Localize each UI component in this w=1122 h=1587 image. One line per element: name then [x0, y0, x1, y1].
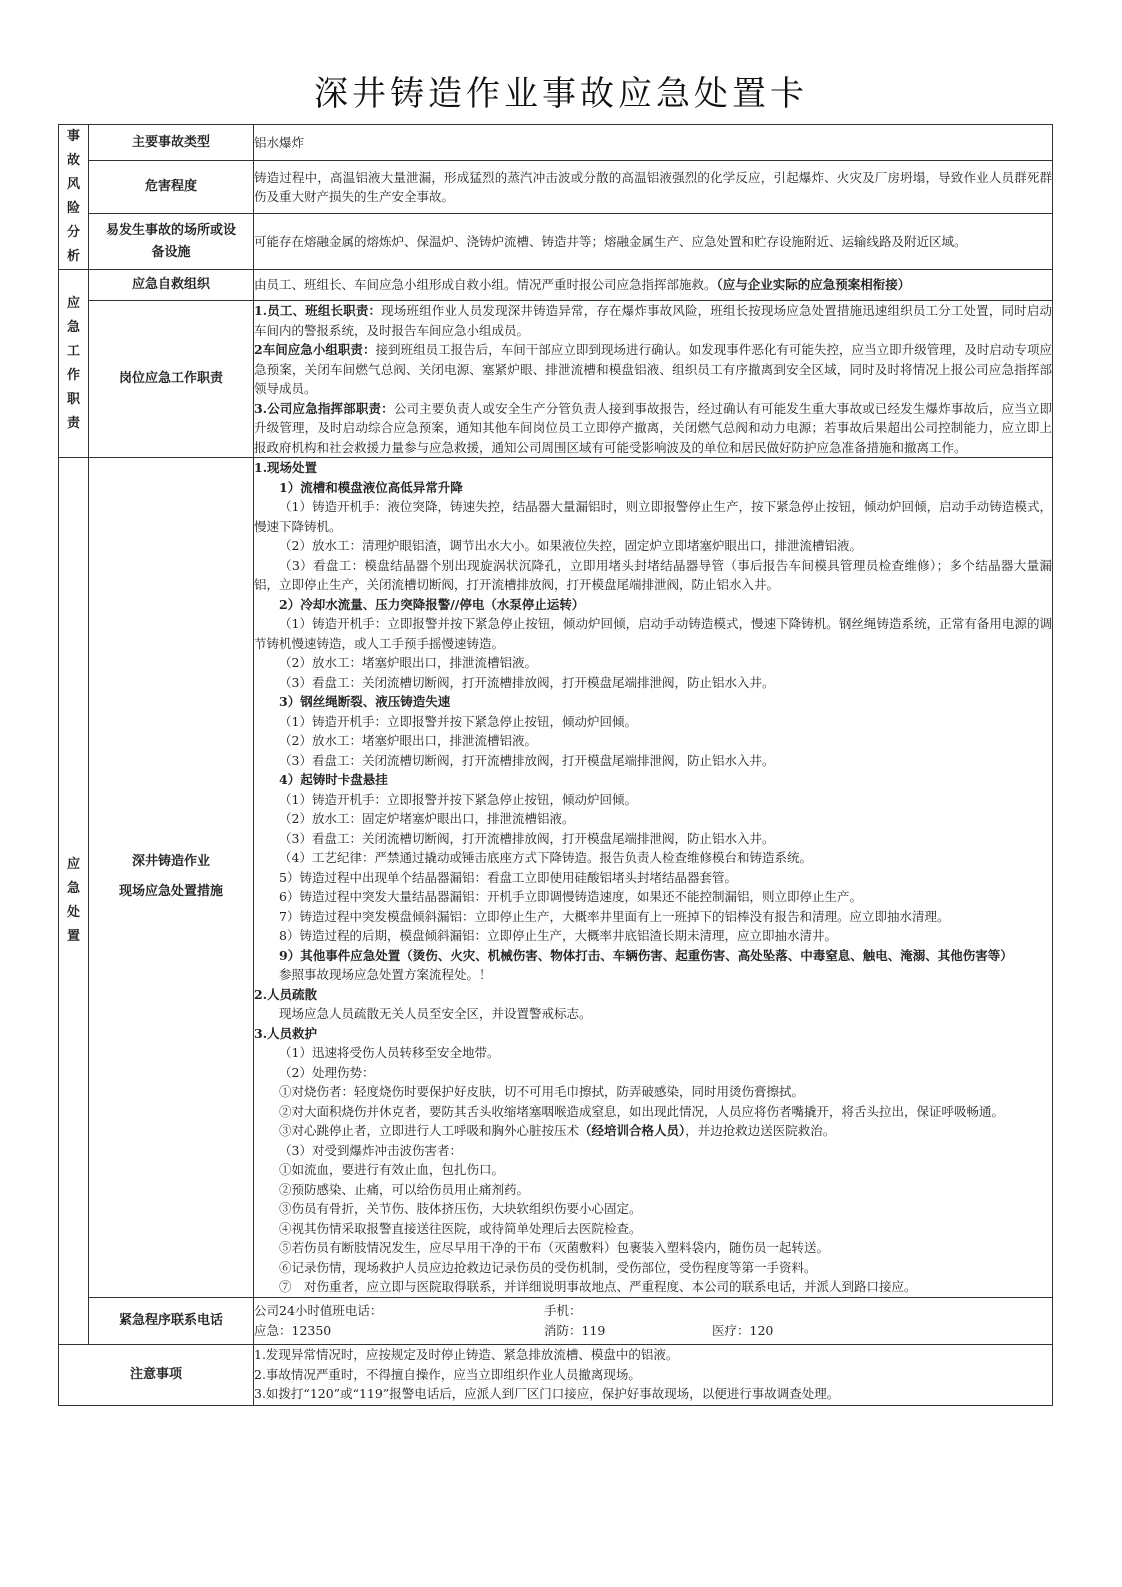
measure-item: （1）铸造开机手：立即报警并按下紧急停止按钮，倾动炉回倾。 — [279, 791, 637, 807]
measure-item: 6）铸造过程中突发大量结晶器漏铝：开机手立即调慢铸造速度，如果还不能控制漏铝，则立即停止生产。 — [279, 889, 862, 904]
measure-item: ①对烧伤者：轻度烧伤时要保护好皮肤，切不可用毛巾擦拭，防弄破感染，同时用烫伤膏擦拭。 — [279, 1084, 805, 1099]
measure-item: （3）看盘工：模盘结晶器个别出现旋涡状沉降孔，立即用堵头封堵结晶器导管（事后报告车间模具管理员检查维修）；多个结晶器大量漏铝，立即停止生产，关闭流槽切断阀，打开流槽排放阀，打开模盘尾端排泄阀，防止铝水入井。 — [254, 557, 1052, 592]
measure-item: ①如流血，要进行有效止血，包扎伤口。 — [279, 1162, 505, 1177]
measure-item: （1）铸造开机手：立即报警并按下紧急停止按钮，倾动炉回倾，启动手动铸造模式，慢速下降铸机。钢丝绳铸造系统，正常有备用电源的调节铸机慢速铸造，或人工手预手摇慢速铸造。 — [254, 616, 1052, 651]
duty-item: 1.员工、班组长职责：现场班组作业人员发现深井铸造异常，存在爆炸事故风险，班组长按现场应急处置措施迅速组织员工分工处置，同时启动车间内的警报系统，及时报告车间应急小组成员。 — [254, 303, 1052, 338]
subheading: 4）起铸时卡盘悬挂 — [279, 772, 388, 787]
page-title: 深井铸造作业事故应急处置卡 — [314, 74, 808, 114]
section-emergency-response: 应 急 处 置 — [59, 458, 89, 1345]
heading-first-aid: 3.人员救护 — [254, 1025, 318, 1041]
value-prone-locations: 可能存在熔融金属的熔炼炉、保温炉、浇铸炉流槽、铸造井等；熔融金属生产、应急处置和贮存设施附近、运输线路及附近区域。 — [254, 214, 1053, 270]
label-hazard-degree: 危害程度 — [89, 160, 254, 213]
measure-item: ③伤员有骨折，关节伤、肢体挤压伤，大块软组织伤要小心固定。 — [279, 1201, 642, 1216]
measure-item: （2）放水工：固定炉堵塞炉眼出口，排泄流槽铝液。 — [279, 811, 575, 826]
measure-item: 现场应急人员疏散无关人员至安全区，并设置警戒标志。 — [279, 1006, 592, 1021]
duty-row-post — [59, 301, 1053, 458]
heading-onsite: 1.现场处置 — [254, 460, 318, 475]
label-notes: 注意事项 — [59, 1344, 254, 1405]
label-accident-type: 主要事故类型 — [89, 125, 254, 161]
measure-item: ②预防感染、止痛，可以给伤员用止痛剂药。 — [279, 1181, 530, 1197]
risk-row-type — [59, 125, 1053, 161]
subheading: 1）流槽和模盘液位高低异常升降 — [279, 479, 463, 495]
measure-item: （1）铸造开机手：液位突降，铸速失控，结晶器大量漏铝时，则立即报警停止生产，按下紧急停止按钮，倾动炉回倾，启动手动铸造模式，慢速下降铸机。 — [254, 499, 1052, 534]
value-post-duties — [254, 301, 1053, 458]
value-accident-type: 铝水爆炸 — [254, 125, 1053, 161]
value-onsite-measures — [254, 458, 1053, 1298]
measure-item: （1）迅速将受伤人员转移至安全地带。 — [279, 1045, 500, 1060]
section-risk-analysis: 事 故 风 险 分 析 — [59, 125, 89, 270]
measure-item: 7）铸造过程中突发模盘倾斜漏铝：立即停止生产，大概率井里面有上一班掉下的铝棒没有报告和清理。应立即抽水清理。 — [279, 908, 950, 924]
measure-item: （2）放水工：清理炉眼铝渣，调节出水大小。如果液位失控，固定炉立即堵塞炉眼出口，排泄流槽铝液。 — [279, 538, 862, 553]
measure-item: （3）看盘工：关闭流槽切断阀，打开流槽排放阀，打开模盘尾端排泄阀，防止铝水入井。 — [279, 674, 775, 690]
measure-item: ⑦ 对伤重者，应立即与医院取得联系，并详细说明事故地点、严重程度、本公司的联系电话，并派人到路口接应。 — [279, 1279, 917, 1294]
emergency-card-table — [58, 124, 1053, 1406]
measure-item: （1）铸造开机手：立即报警并按下紧急停止按钮，倾动炉回倾。 — [279, 713, 637, 729]
measure-item: （3）对受到爆炸冲击波伤害者： — [279, 1142, 462, 1158]
value-self-rescue: 由员工、班组长、车间应急小组形成自救小组。情况严重时报公司应急指挥部施救。（应与企业实际的应急预案相衔接） — [254, 270, 1053, 301]
note-item: 2.事故情况严重时，不得擅自操作，应当立即组织作业人员撤离现场。 — [254, 1366, 641, 1382]
emergency-number: 应急：12350 — [254, 1322, 332, 1338]
risk-row-hazard — [59, 160, 1053, 213]
value-notes — [254, 1344, 1053, 1405]
measure-item: （3）看盘工：关闭流槽切断阀，打开流槽排放阀，打开模盘尾端排泄阀，防止铝水入井。 — [279, 830, 775, 846]
fire-number: 消防：119 — [544, 1322, 606, 1338]
notes-row — [59, 1344, 1053, 1405]
value-hazard-degree: 铸造过程中，高温铝液大量泄漏，形成猛烈的蒸汽冲击波或分散的高温铝液强烈的化学反应，引起爆炸、火灾及厂房坍塌，导致作业人员群死群伤及重大财产损失的生产安全事故。 — [254, 160, 1053, 213]
contact-line-1 — [254, 1301, 1052, 1321]
measure-item: （3）看盘工：关闭流槽切断阀，打开流槽排放阀，打开模盘尾端排泄阀，防止铝水入井。 — [279, 752, 775, 768]
duty-row-rescue — [59, 270, 1053, 301]
response-row-contact — [59, 1297, 1053, 1344]
measure-item: （2）放水工：堵塞炉眼出口，排泄流槽铝液。 — [279, 655, 537, 670]
label-post-duties: 岗位应急工作职责 — [89, 301, 254, 458]
subheading: 2）冷却水流量、压力突降报警//停电（水泵停止运转） — [279, 596, 585, 612]
measure-item: ②对大面积烧伤并休克者，要防其舌头收缩堵塞咽喉造成窒息，如出现此情况，人员应将伤者嘴撬开，将舌头拉出，保证呼吸畅通。 — [279, 1103, 1005, 1119]
measure-item: （2）放水工：堵塞炉眼出口，排泄流槽铝液。 — [279, 733, 537, 748]
duty-item: 2车间应急小组职责：接到班组员工报告后，车间干部应立即到现场进行确认。如发现事件恶化有可能失控，应当立即升级管理，及时启动专项应急预案，关闭车间燃气总阀、关闭电源、塞紧炉眼、排泄流槽和模盘铝液、组织员工有序撤离到安全区域，同时及时将情况上报公司应急指挥部领导成员。 — [254, 342, 1052, 396]
medical-number: 医疗：120 — [712, 1322, 774, 1338]
label-emergency-contacts: 紧急程序联系电话 — [89, 1297, 254, 1344]
note-item: 1.发现异常情况时，应按规定及时停止铸造、紧急排放流槽、模盘中的铝液。 — [254, 1347, 679, 1363]
subheading: 3）钢丝绳断裂、液压铸造失速 — [279, 694, 451, 709]
measure-item: ⑤若伤员有断肢情况发生，应尽早用干净的干布（灭菌敷料）包裹装入塑料袋内，随伤员一起转送。 — [279, 1240, 830, 1255]
label-onsite-measures: 深井铸造作业 现场应急处置措施 — [89, 458, 254, 1298]
label-prone-locations: 易发生事故的场所或设 备设施 — [89, 214, 254, 270]
duty-phone: 公司24小时值班电话： — [254, 1303, 383, 1318]
heading-evacuation: 2.人员疏散 — [254, 986, 318, 1002]
section-emergency-duties: 应 急 工 作 职 责 — [59, 270, 89, 458]
label-self-rescue: 应急自救组织 — [89, 270, 254, 301]
response-row-measures — [59, 458, 1053, 1298]
measure-item: 参照事故现场应急处置方案流程处。！ — [279, 967, 492, 982]
measure-item: ④视其伤情采取报警直接送往医院，或待简单处理后去医院检查。 — [279, 1220, 642, 1236]
measure-item: ⑥记录伤情，现场救护人员应边抢救边记录伤员的受伤机制，受伤部位，受伤程度等第一手资料。 — [279, 1259, 817, 1275]
subheading: 9）其他事件应急处置（烫伤、火灾、机械伤害、物体打击、车辆伤害、起重伤害、高处坠落、中毒窒息、触电、淹溺、其他伤害等） — [279, 947, 1013, 963]
risk-row-locations — [59, 214, 1053, 270]
mobile-phone: 手机： — [544, 1303, 582, 1318]
measure-item: 5）铸造过程中出现单个结晶器漏铝：看盘工立即使用硅酸铝堵头封堵结晶器套管。 — [279, 869, 737, 885]
duty-item: 3.公司应急指挥部职责：公司主要负责人或安全生产分管负责人接到事故报告，经过确认有可能发生重大事故或已经发生爆炸事故后，应当立即升级管理，及时启动综合应急预案，通知其他车间岗位员工立即停产撤离，关闭燃气总阀和动力电源；若事故后果超出公司控制能力，应立即上报政府机构和社会救援力量参与应急救援，通知公司周围区域有可能受影响波及的单位和居民做好防护应急准备措施和撤离工作。 — [254, 400, 1052, 455]
measure-item: 8）铸造过程的后期，模盘倾斜漏铝：立即停止生产，大概率井底铝渣长期未清理，应立即抽水清井。 — [279, 928, 837, 943]
contact-line-2 — [254, 1321, 1052, 1341]
value-emergency-contacts — [254, 1297, 1053, 1344]
note-item: 3.如拨打“120”或“119”报警电话后，应派人到厂区门口接应，保护好事故现场，以便进行事故调查处理。 — [254, 1386, 840, 1402]
measure-item: （4）工艺纪律：严禁通过撬动或锤击底座方式下降铸造。报告负责人检查维修模台和铸造系统。 — [279, 850, 812, 865]
measure-item: （2）处理伤势： — [279, 1064, 375, 1080]
measure-item: ③对心跳停止者，立即进行人工呼吸和胸外心脏按压术（经培训合格人员），并边抢救边送医院救治。 — [279, 1123, 836, 1138]
